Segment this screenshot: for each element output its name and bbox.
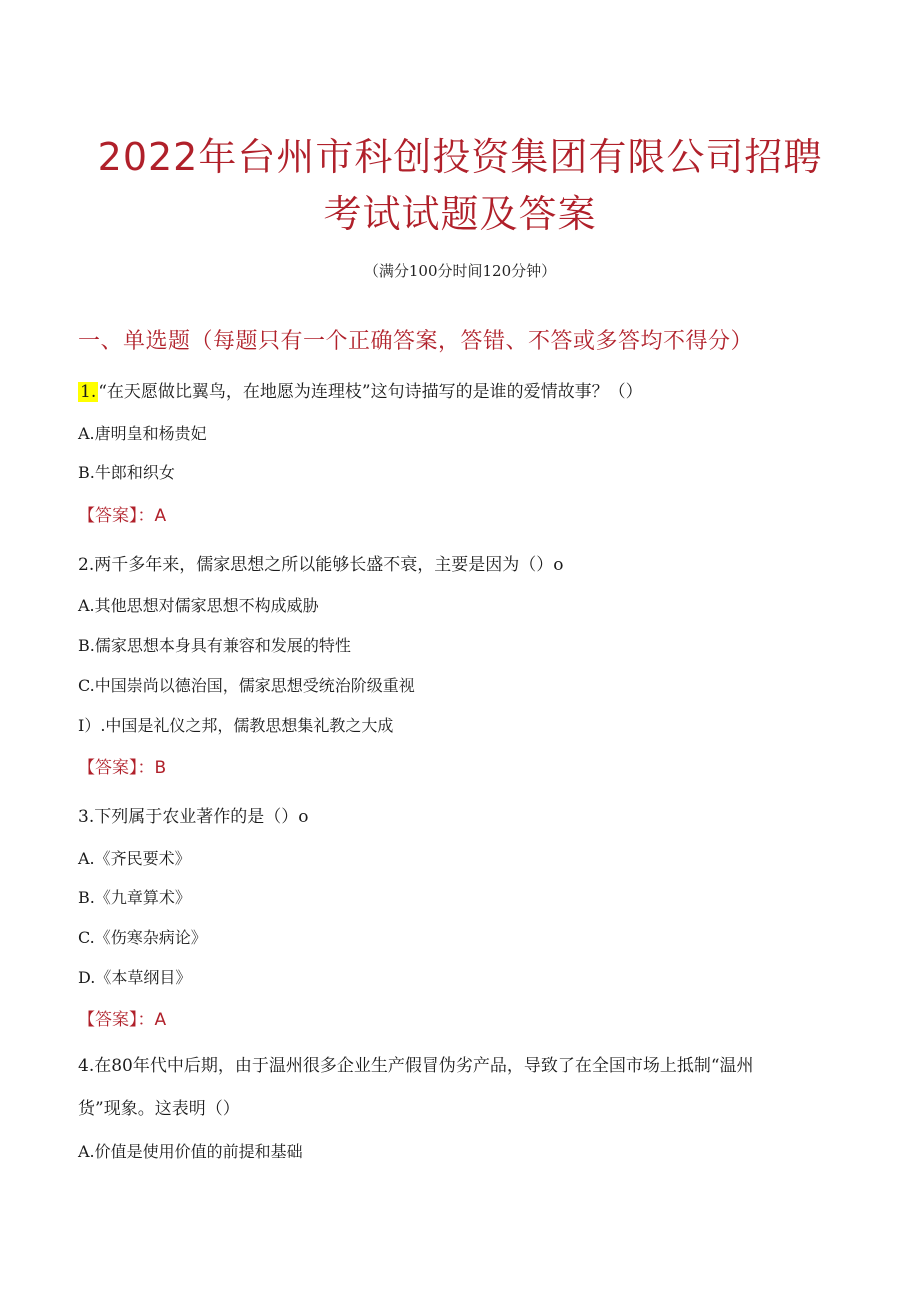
question-1-answer: 【答案】：A [78, 506, 167, 526]
document-title-line-1: 2022年台州市科创投资集团有限公司招聘 [97, 135, 823, 179]
question-1-number-highlight: 1. [80, 382, 97, 402]
question-2-option-a: A.其他思想对儒家思想不构成威胁 [78, 596, 319, 615]
question-3-option-c: C.《伤寒杂病论》 [78, 928, 207, 947]
question-4-option-a: A.价值是使用价值的前提和基础 [78, 1142, 303, 1161]
question-2-text: 2.两千多年来，儒家思想之所以能够长盛不衰，主要是因为（）o [78, 555, 564, 575]
question-1 [78, 384, 643, 401]
question-3-option-d: D.《本草纲目》 [78, 968, 192, 987]
exam-info-subtitle: （满分100分时间120分钟） [363, 262, 557, 280]
question-2-option-c: C.中国崇尚以德治国，儒家思想受统治阶级重视 [78, 676, 415, 695]
question-3-option-b: B.《九章算术》 [78, 888, 191, 907]
question-2-answer: 【答案】：B [78, 758, 167, 778]
question-3-text: 3.下列属于农业著作的是（）o [78, 807, 309, 827]
question-1-option-a: A.唐明皇和杨贵妃 [78, 424, 207, 443]
question-3-answer: 【答案】：A [78, 1010, 167, 1030]
document-title-line-2: 考试试题及答案 [323, 192, 597, 236]
question-2-option-d: I）.中国是礼仪之邦，儒教思想集礼教之大成 [78, 716, 394, 735]
question-4-text-line-2: 货”现象。这表明（） [78, 1099, 240, 1119]
question-2-option-b: B.儒家思想本身具有兼容和发展的特性 [78, 636, 351, 655]
question-1-option-b: B.牛郎和织女 [78, 463, 175, 482]
question-4-text-line-1: 4.在80年代中后期，由于温州很多企业生产假冒伪劣产品，导致了在全国市场上抵制“温州 [78, 1056, 754, 1076]
question-3-option-a: A.《齐民要术》 [78, 849, 191, 868]
question-1-text: “在天愿做比翼鸟，在地愿为连理枝”这句诗描写的是谁的爱情故事？（） [98, 382, 643, 402]
section-heading: 一、单选题（每题只有一个正确答案，答错、不答或多答均不得分） [78, 329, 754, 354]
